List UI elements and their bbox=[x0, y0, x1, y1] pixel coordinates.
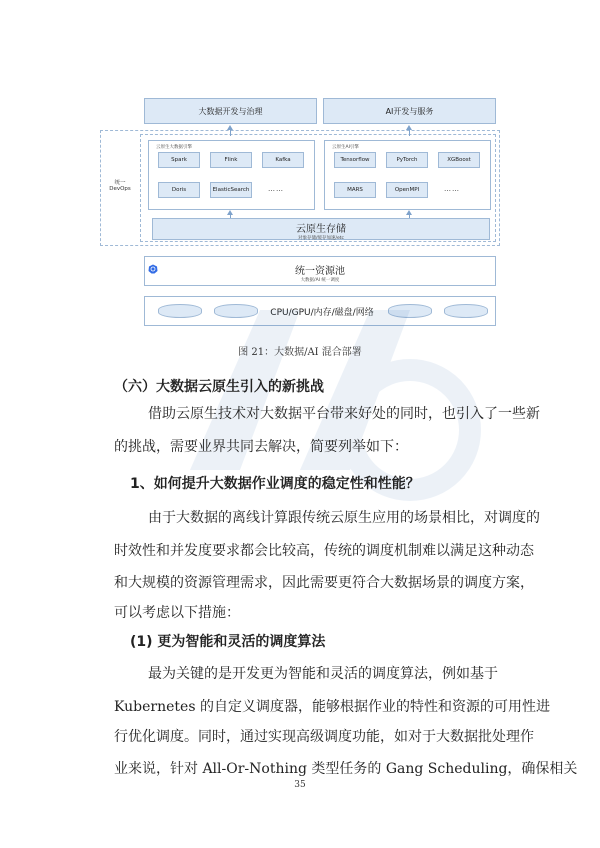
engine-doris: Doris bbox=[158, 182, 200, 198]
bigdata-engine-title: 云原生大数据引擎 bbox=[156, 145, 192, 150]
paragraph-3-line-4: 业来说，针对 All-Or-Nothing 类型任务的 Gang Scheduling，确保相关 bbox=[114, 761, 578, 777]
engine-more: …… bbox=[268, 185, 284, 193]
disk-icon bbox=[388, 304, 432, 318]
pool-subtitle: 大数据/AI 统一调度 bbox=[300, 278, 340, 283]
hardware-label: CPU/GPU/内存/磁盘/网络 bbox=[270, 308, 374, 318]
paragraph-2-line-2: 时效性和并发度要求都会比较高，传统的调度机制难以满足这种动态 bbox=[114, 543, 534, 559]
arrow-up-icon bbox=[406, 125, 412, 130]
engine-kafka: Kafka bbox=[262, 152, 304, 168]
engine-mars: MARS bbox=[334, 182, 376, 198]
subheading-1: 1、如何提升大数据作业调度的稳定性和性能？ bbox=[130, 476, 420, 492]
pool-title: 统一资源池 bbox=[295, 266, 345, 277]
page-number: 35 bbox=[294, 780, 306, 790]
disk-icon bbox=[444, 304, 488, 318]
disk-icon bbox=[214, 304, 258, 318]
kubernetes-icon bbox=[148, 259, 158, 269]
paragraph-3-line-1: 最为关键的是开发更为智能和灵活的调度算法，例如基于 bbox=[148, 666, 498, 682]
bigdata-engine-panel bbox=[148, 140, 315, 210]
bigdata-dev-header: 大数据开发与治理 bbox=[144, 98, 317, 124]
engine-pytorch: PyTorch bbox=[386, 152, 428, 168]
engine-more: …… bbox=[444, 185, 460, 193]
section-heading: （六）大数据云原生引入的新挑战 bbox=[114, 379, 324, 395]
paragraph-2-line-4: 可以考虑以下措施： bbox=[114, 605, 240, 621]
storage-subtitle: 对象存储/缓存加速/etc bbox=[297, 236, 345, 241]
arrow-up-icon bbox=[227, 210, 233, 215]
engine-tensorflow: Tensorflow bbox=[334, 152, 376, 168]
paragraph-1-line-1: 借助云原生技术对大数据平台带来好处的同时，也引入了一些新 bbox=[148, 406, 540, 422]
ai-engine-title: 云原生AI引擎 bbox=[332, 145, 359, 150]
disk-icon bbox=[158, 304, 202, 318]
arrow-up-icon bbox=[227, 125, 233, 130]
cloud-native-storage bbox=[152, 218, 490, 240]
ai-engine-panel bbox=[324, 140, 491, 210]
subheading-2: (1) 更为智能和灵活的调度算法 bbox=[130, 634, 326, 650]
ai-dev-header: AI开发与服务 bbox=[323, 98, 496, 124]
engine-spark: Spark bbox=[158, 152, 200, 168]
arrow-up-icon bbox=[406, 210, 412, 215]
storage-title: 云原生存储 bbox=[296, 224, 346, 235]
paragraph-2-line-3: 和大规模的资源管理需求，因此需要更符合大数据场景的调度方案， bbox=[114, 575, 534, 591]
paragraph-3-line-3: 行优化调度。同时，通过实现高级调度功能，如对于大数据批处理作 bbox=[114, 729, 534, 745]
engine-flink: Flink bbox=[210, 152, 252, 168]
engine-xgboost: XGBoost bbox=[438, 152, 480, 168]
devops-label: 统一 DevOps bbox=[109, 180, 131, 192]
architecture-diagram bbox=[100, 96, 502, 326]
engine-openmpi: OpenMPI bbox=[386, 182, 428, 198]
paragraph-2-line-1: 由于大数据的离线计算跟传统云原生应用的场景相比，对调度的 bbox=[148, 510, 540, 526]
resource-pool bbox=[144, 256, 496, 286]
paragraph-1-line-2: 的挑战，需要业界共同去解决，简要列举如下： bbox=[114, 439, 408, 455]
engine-elasticsearch: ElasticSearch bbox=[210, 182, 252, 198]
paragraph-3-line-2: Kubernetes 的自定义调度器，能够根据作业的特性和资源的可用性进 bbox=[114, 699, 550, 715]
figure-caption: 图 21：大数据/AI 混合部署 bbox=[238, 347, 362, 358]
